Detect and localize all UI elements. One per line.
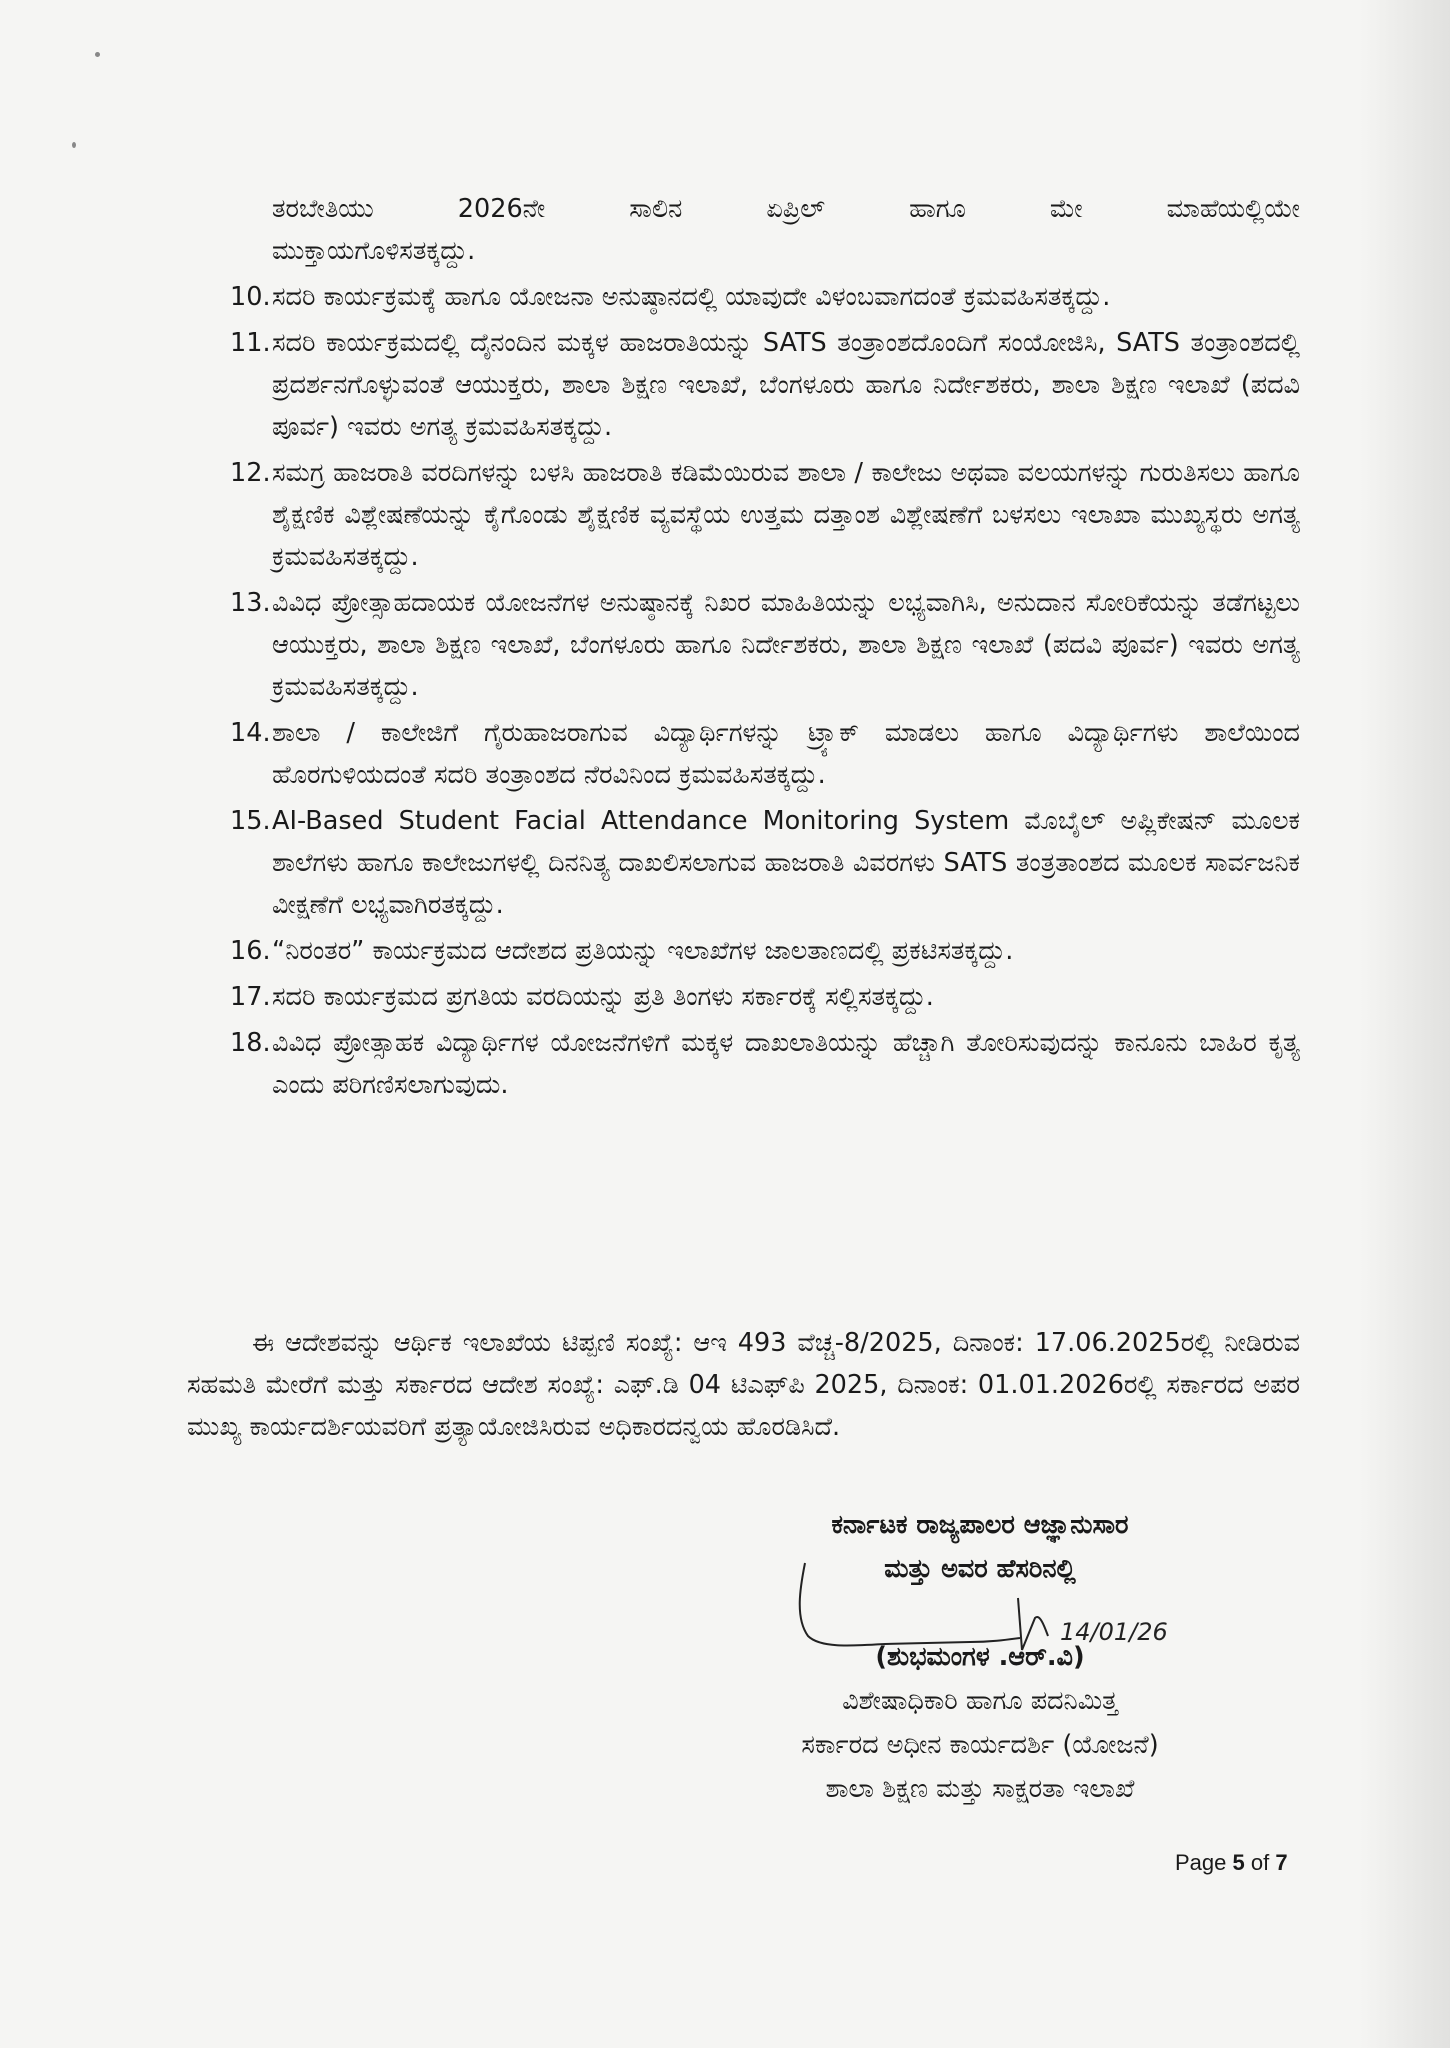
signature-date: 14/01/26 — [1060, 1618, 1168, 1646]
closing-text: ಈ ಆದೇಶವನ್ನು ಆರ್ಥಿಕ ಇಲಾಖೆಯ ಟಿಪ್ಪಣಿ ಸಂಖ್ಯೆ: ಆಇ 493 ವೆಚ್ಚ-8/2025, ದಿನಾಂಕ: 17.06.2025ರಲ್ಲಿ ನೀಡಿರುವ ಸಹಮತಿ ಮೇರೆಗೆ ಮತ್ತು ಸರ್ಕಾರದ ಆದೇಶ ಸಂಖ್ಯೆ: ಎಫ್.ಡಿ 04 ಟಿಎಫ್‌ಪಿ 2025, ದಿನಾಂಕ: 01.01.2026ರಲ್ಲಿ ಸರ್ಕಾರದ ಅಪರ ಮುಖ್ಯ ಕಾರ್ಯದರ್ಶಿಯವರಿಗೆ ಪ್ರತ್ಯಾಯೋಜಿಸಿರುವ ಅಧಿಕಾರದನ್ವಯ ಹೊರಡಿಸಿದೆ. — [187, 1328, 1300, 1442]
item-text: ವಿವಿಧ ಪ್ರೋತ್ಸಾಹಕ ವಿದ್ಯಾರ್ಥಿಗಳ ಯೋಜನೆಗಳಿಗೆ ಮಕ್ಕಳ ದಾಖಲಾತಿಯನ್ನು ಹೆಚ್ಚಾಗಿ ತೋರಿಸುವುದನ್ನು ಕಾನೂನು ಬಾಹಿರ ಕೃತ್ಯ ಎಂದು ಪರಿಗಣಿಸಲಾಗುವುದು. — [272, 1028, 1300, 1100]
item-number: 16. — [230, 936, 271, 966]
order-item — [230, 930, 1300, 972]
page-number — [1175, 1850, 1288, 1876]
order-item — [230, 276, 1300, 318]
page-prefix: Page — [1175, 1850, 1227, 1875]
scan-speck — [72, 142, 76, 148]
page-of: of — [1250, 1850, 1270, 1875]
item-text: ಸದರಿ ಕಾರ್ಯಕ್ರಮಕ್ಕೆ ಹಾಗೂ ಯೋಜನಾ ಅನುಷ್ಠಾನದಲ್ಲಿ ಯಾವುದೇ ವಿಳಂಬವಾಗದಂತೆ ಕ್ರಮವಹಿಸತಕ್ಕದ್ದು. — [272, 282, 1111, 312]
item-text: ಶಾಲಾ / ಕಾಲೇಜಿಗೆ ಗೈರುಹಾಜರಾಗುವ ವಿದ್ಯಾರ್ಥಿಗಳನ್ನು ಟ್ರ್ಯಾಕ್ ಮಾಡಲು ಹಾಗೂ ವಿದ್ಯಾರ್ಥಿಗಳು ಶಾಲೆಯಿಂದ ಹೊರಗುಳಿಯದಂತೆ ಸದರಿ ತಂತ್ರಾಂಶದ ನೆರವಿನಿಂದ ಕ್ರಮವಹಿಸತಕ್ಕದ್ದು. — [272, 718, 1300, 790]
item-number: 15. — [230, 806, 271, 836]
designation-line-2: ಸರ್ಕಾರದ ಅಧೀನ ಕಾರ್ಯದರ್ಶಿ (ಯೋಜನೆ) — [801, 1730, 1159, 1760]
closing-paragraph — [187, 1322, 1300, 1448]
signatory-name: (ಶುಭಮಂಗಳ .ಆರ್.ವಿ) — [875, 1642, 1085, 1672]
scan-speck — [95, 52, 100, 57]
item-number: 17. — [230, 982, 271, 1012]
order-item — [230, 322, 1300, 448]
order-items-list — [230, 276, 1300, 1106]
department-name: ಶಾಲಾ ಶಿಕ್ಷಣ ಮತ್ತು ಸಾಕ್ಷರತಾ ಇಲಾಖೆ — [825, 1774, 1135, 1804]
scan-edge-shade — [1360, 0, 1450, 2048]
order-item — [230, 976, 1300, 1018]
order-line-2: ಮತ್ತು ಅವರ ಹೆಸರಿನಲ್ಲಿ — [884, 1554, 1076, 1584]
order-item — [230, 800, 1300, 926]
order-body — [230, 188, 1300, 1110]
order-item — [230, 582, 1300, 708]
order-item — [230, 452, 1300, 578]
continuation-paragraph — [272, 188, 1300, 272]
continuation-line-2: ಮುಕ್ತಾಯಗೊಳಿಸತಕ್ಕದ್ದು. — [272, 236, 476, 266]
order-line-1: ಕರ್ನಾಟಕ ರಾಜ್ಯಪಾಲರ ಆಜ್ಞಾನುಸಾರ — [831, 1510, 1129, 1540]
order-item — [230, 712, 1300, 796]
page-total: 7 — [1275, 1850, 1288, 1875]
continuation-line-1: ತರಬೇತಿಯು 2026ನೇ ಸಾಲಿನ ಏಪ್ರಿಲ್ ಹಾಗೂ ಮೇ ಮಾಹೆಯಲ್ಲಿಯೇ — [272, 194, 1300, 224]
item-text: AI-Based Student Facial Attendance Monitoring System ಮೊಬೈಲ್ ಅಪ್ಲಿಕೇಷನ್ ಮೂಲಕ ಶಾಲೆಗಳು ಹಾಗೂ ಕಾಲೇಜುಗಳಲ್ಲಿ ದಿನನಿತ್ಯ ದಾಖಲಿಸಲಾಗುವ ಹಾಜರಾತಿ ವಿವರಗಳು SATS ತಂತ್ರತಾಂಶದ ಮೂಲಕ ಸಾರ್ವಜನಿಕ ವೀಕ್ಷಣೆಗೆ ಲಭ್ಯವಾಗಿರತಕ್ಕದ್ದು. — [272, 806, 1300, 920]
item-number: 14. — [230, 718, 271, 748]
item-number: 12. — [230, 458, 271, 488]
item-number: 13. — [230, 588, 271, 618]
handwritten-signature — [790, 1558, 1230, 1668]
item-text: ಸಮಗ್ರ ಹಾಜರಾತಿ ವರದಿಗಳನ್ನು ಬಳಸಿ ಹಾಜರಾತಿ ಕಡಿಮೆಯಿರುವ ಶಾಲಾ / ಕಾಲೇಜು ಅಥವಾ ವಲಯಗಳನ್ನು ಗುರುತಿಸಲು ಹಾಗೂ ಶೈಕ್ಷಣಿಕ ವಿಶ್ಲೇಷಣೆಯನ್ನು ಕೈಗೊಂಡು ಶೈಕ್ಷಣಿಕ ವ್ಯವಸ್ಥೆಯ ಉತ್ತಮ ದತ್ತಾಂಶ ವಿಶ್ಲೇಷಣೆಗೆ ಬಳಸಲು ಇಲಾಖಾ ಮುಖ್ಯಸ್ಥರು ಅಗತ್ಯ ಕ್ರಮವಹಿಸತಕ್ಕದ್ದು. — [272, 458, 1300, 572]
order-item — [230, 1022, 1300, 1106]
item-number: 18. — [230, 1028, 271, 1058]
item-number: 10. — [230, 282, 271, 312]
designation-line-1: ವಿಶೇಷಾಧಿಕಾರಿ ಹಾಗೂ ಪದನಿಮಿತ್ತ — [842, 1686, 1118, 1716]
page-current: 5 — [1232, 1850, 1245, 1875]
item-text: ಸದರಿ ಕಾರ್ಯಕ್ರಮದ ಪ್ರಗತಿಯ ವರದಿಯನ್ನು ಪ್ರತಿ ತಿಂಗಳು ಸರ್ಕಾರಕ್ಕೆ ಸಲ್ಲಿಸತಕ್ಕದ್ದು. — [272, 982, 934, 1012]
item-text: ವಿವಿಧ ಪ್ರೋತ್ಸಾಹದಾಯಕ ಯೋಜನೆಗಳ ಅನುಷ್ಠಾನಕ್ಕೆ ನಿಖರ ಮಾಹಿತಿಯನ್ನು ಲಭ್ಯವಾಗಿಸಿ, ಅನುದಾನ ಸೋರಿಕೆಯನ್ನು ತಡೆಗಟ್ಟಲು ಆಯುಕ್ತರು, ಶಾಲಾ ಶಿಕ್ಷಣ ಇಲಾಖೆ, ಬೆಂಗಳೂರು ಹಾಗೂ ನಿರ್ದೇಶಕರು, ಶಾಲಾ ಶಿಕ್ಷಣ ಇಲಾಖೆ (ಪದವಿ ಪೂರ್ವ) ಇವರು ಅಗತ್ಯ ಕ್ರಮವಹಿಸತಕ್ಕದ್ದು. — [272, 588, 1300, 702]
item-number: 11. — [230, 328, 271, 358]
item-text: “ನಿರಂತರ” ಕಾರ್ಯಕ್ರಮದ ಆದೇಶದ ಪ್ರತಿಯನ್ನು ಇಲಾಖೆಗಳ ಜಾಲತಾಣದಲ್ಲಿ ಪ್ರಕಟಿಸತಕ್ಕದ್ದು. — [272, 936, 1014, 966]
item-text: ಸದರಿ ಕಾರ್ಯಕ್ರಮದಲ್ಲಿ ದೈನಂದಿನ ಮಕ್ಕಳ ಹಾಜರಾತಿಯನ್ನು SATS ತಂತ್ರಾಂಶದೊಂದಿಗೆ ಸಂಯೋಜಿಸಿ, SATS ತಂತ್ರಾಂಶದಲ್ಲಿ ಪ್ರದರ್ಶನಗೊಳ್ಳುವಂತೆ ಆಯುಕ್ತರು, ಶಾಲಾ ಶಿಕ್ಷಣ ಇಲಾಖೆ, ಬೆಂಗಳೂರು ಹಾಗೂ ನಿರ್ದೇಶಕರು, ಶಾಲಾ ಶಿಕ್ಷಣ ಇಲಾಖೆ (ಪದವಿ ಪೂರ್ವ) ಇವರು ಅಗತ್ಯ ಕ್ರಮವಹಿಸತಕ್ಕದ್ದು. — [272, 328, 1300, 442]
